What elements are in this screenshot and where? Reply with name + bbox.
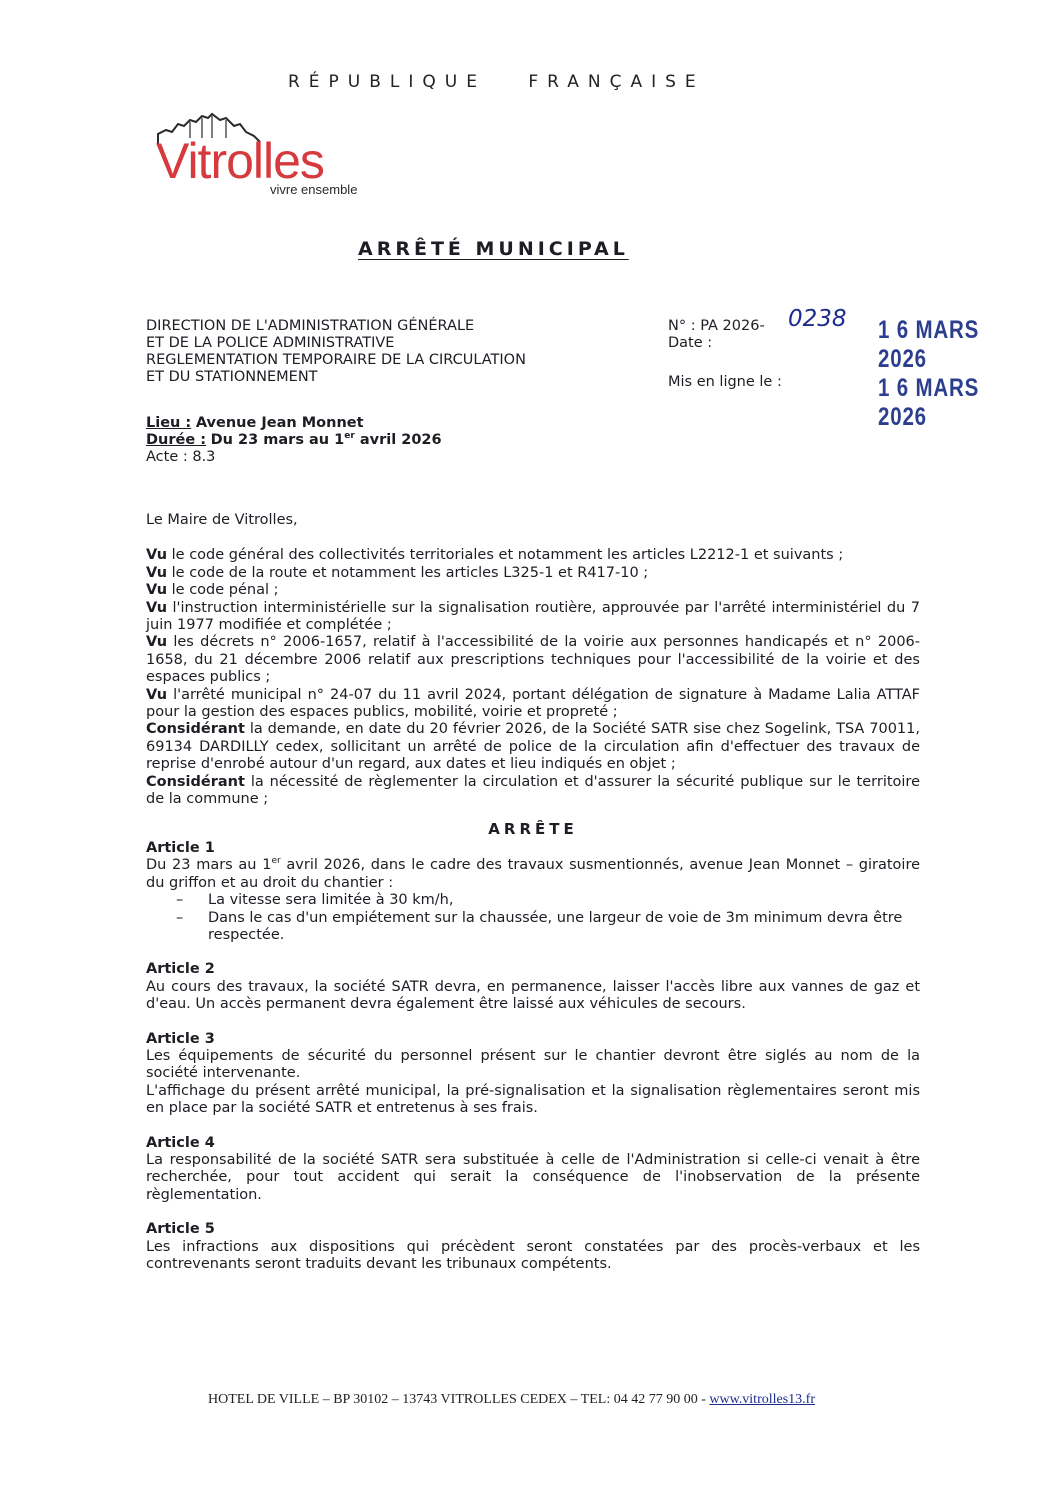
article-4-text: La responsabilité de la société SATR sera substituée à celle de l'Administration si celle-ci venait à être recherchée, pour tout accident qui serait la conséquence de l'inobservation de la présente règlementation. [146, 1152, 920, 1203]
acte: Acte : 8.3 [146, 449, 216, 465]
article-1-text: Du 23 mars au 1er avril 2026, dans le cadre des travaux susmentionnés, avenue Jean Monnet – giratoire du griffon et au droit du chantier : [146, 856, 921, 891]
vitrolles-logo [150, 112, 390, 202]
mis-en-ligne-label: Mis en ligne le : [668, 374, 782, 390]
visa: Vu le code de la route et notamment les articles L325-1 et R417-10 ; [146, 564, 649, 581]
visa: Vu l'instruction interministérielle sur la signalisation routière, approuvée par l'arrêté interministériel du 7 juin 1977 modifiée et complétée ; [146, 599, 921, 634]
date-stamp: 1 6 MARS 2026 [878, 316, 980, 373]
duree-value: Du 23 mars au 1 [210, 432, 345, 448]
document-body [146, 512, 920, 1273]
visa: Vu l'arrêté municipal n° 24-07 du 11 avril 2024, portant délégation de signature à Madame Lalia ATTAF pour la gestion des espaces publics, mobilité, voirie et propreté ; [146, 686, 921, 721]
logo-tagline: vivre ensemble [270, 182, 358, 197]
article-5-text: Les infractions aux dispositions qui précèdent seront constatées par des procès-verbaux et les contrevenants seront traduits devant les tribunaux compétents. [146, 1238, 920, 1273]
article-3-text: Les équipements de sécurité du personnel présent sur le chantier devront être siglés au nom de la société intervenante. [146, 1047, 920, 1082]
direction-block [146, 318, 596, 386]
article-1-list [146, 892, 920, 944]
visa: Vu les décrets n° 2006-1657, relatif à l'accessibilité de la voirie aux personnes handicapés et n° 2006-1658, du 21 décembre 2006 relatif aux prescriptions techniques pour l'accessibilité de la voirie et des espaces publics ; [146, 634, 921, 686]
duree-value-end: avril 2026 [359, 432, 442, 448]
considerant: Considérant la demande, en date du 20 février 2026, de la Société SATR sise chez Sogelink, TSA 70011, 69134 DARDILLY cedex, sollicitant un arrêté de police de la circulation afin d'effectuer des travaux de reprise d'enrobé autour d'un regard, aux dates et lieu indiqués en objet ; [146, 721, 920, 773]
article-3-title: Article 3 [146, 1030, 215, 1047]
duree-sup: er [344, 431, 355, 442]
duree-label: Durée : [146, 432, 207, 448]
article-5-title: Article 5 [146, 1221, 215, 1238]
handwritten-number: 0238 [788, 306, 847, 332]
mis-en-ligne-stamp: 1 6 MARS 2026 [878, 374, 980, 431]
visa: Vu le code pénal ; [146, 582, 279, 599]
direction-line: ET DE LA POLICE ADMINISTRATIVE [146, 335, 395, 351]
list-item: – La vitesse sera limitée à 30 km/h, [176, 892, 920, 909]
considerant: Considérant la nécessité de règlementer la circulation et d'assurer la sécurité publique sur le territoire de la commune ; [146, 773, 920, 808]
footer-website-link[interactable]: www.vitrolles13.fr [709, 1392, 816, 1407]
arrete-heading: ARRÊTE [488, 819, 578, 838]
footer [208, 1392, 815, 1408]
direction-line: REGLEMENTATION TEMPORAIRE DE LA CIRCULATION [146, 352, 526, 368]
maire-line: Le Maire de Vitrolles, [146, 512, 298, 528]
visa: Vu le code général des collectivités territoriales et notamment les articles L2212-1 et suivants ; [146, 547, 844, 564]
article-3-text: L'affichage du présent arrêté municipal, la pré-signalisation et la signalisation règlementaires seront mis en place par la société SATR et entretenus à ses frais. [146, 1082, 920, 1117]
lieu-label: Lieu : [146, 415, 192, 431]
numero-label: N° : PA 2026- [668, 318, 765, 334]
footer-address: HOTEL DE VILLE – BP 30102 – 13743 VITROLLES CEDEX – TEL: 04 42 77 90 00 - [208, 1392, 706, 1407]
article-2-text: Au cours des travaux, la société SATR devra, en permanence, laisser l'accès libre aux vannes de gaz et d'eau. Un accès permanent devra également être laissé aux véhicules de secours. [146, 978, 920, 1013]
date-label: Date : [668, 335, 713, 351]
direction-line: ET DU STATIONNEMENT [146, 369, 318, 385]
lieu-block [146, 415, 442, 466]
article-2-title: Article 2 [146, 961, 215, 978]
direction-line: DIRECTION DE L'ADMINISTRATION GÉNÉRALE [146, 318, 475, 334]
article-1-title: Article 1 [146, 839, 215, 856]
article-4-title: Article 4 [146, 1134, 215, 1151]
lieu-value: Avenue Jean Monnet [195, 415, 364, 431]
republique-francaise-header: RÉPUBLIQUE FRANÇAISE [288, 72, 705, 92]
reference-block [668, 318, 765, 352]
document-title: ARRÊTÉ MUNICIPAL [358, 238, 629, 260]
list-item: – Dans le cas d'un empiétement sur la chaussée, une largeur de voie de 3m minimum devra être respectée. [176, 910, 920, 945]
logo-wordmark: Vitrolles [156, 133, 324, 189]
